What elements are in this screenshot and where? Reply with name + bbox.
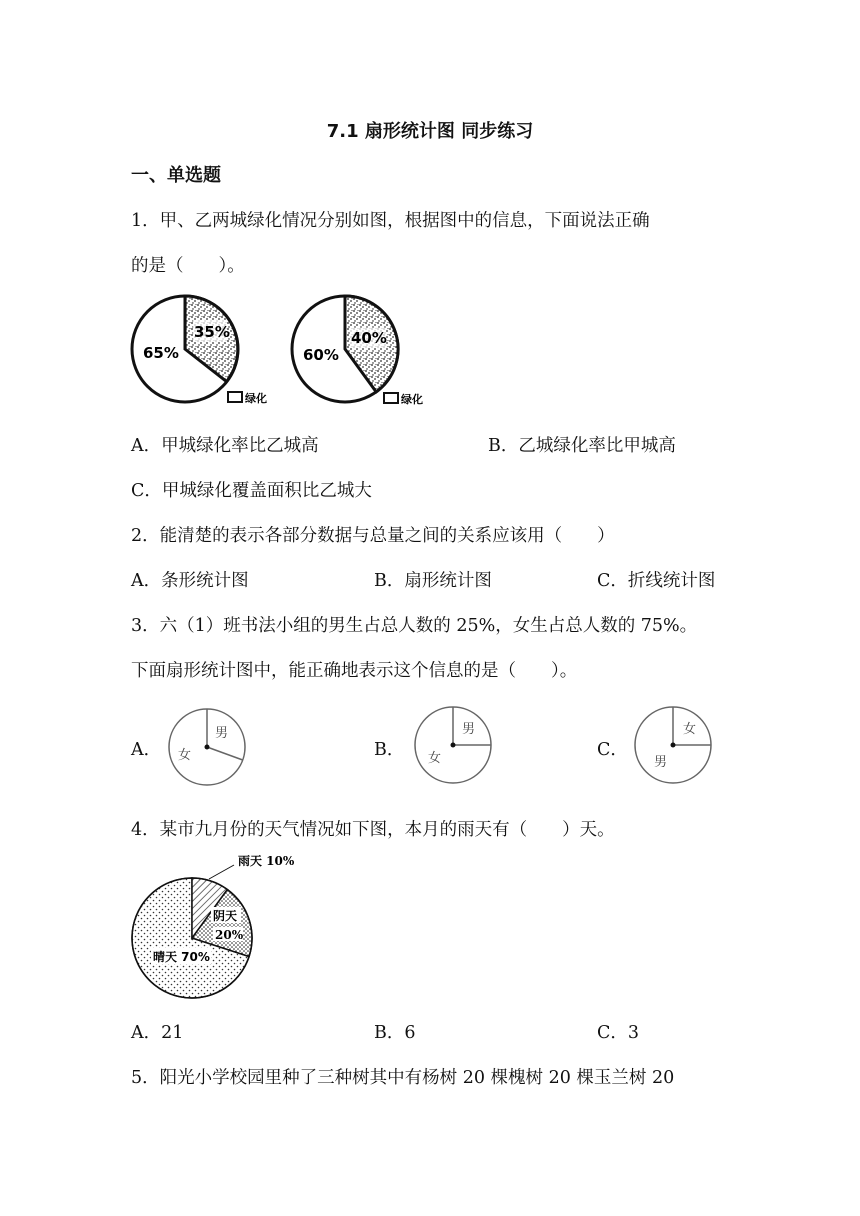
legend-swatch-b <box>384 393 398 403</box>
q3-option-c-label[interactable]: C． <box>597 740 628 760</box>
legend-label-b: 绿化 <box>401 393 423 406</box>
q1-option-b[interactable]: B．乙城绿化率比甲城高 <box>488 436 676 456</box>
q2-option-a[interactable]: A．条形统计图 <box>131 571 249 591</box>
cloudy-name-label: 阴天 <box>213 909 238 923</box>
pie-b-green-label: 40% <box>351 329 387 347</box>
q3-option-b-pie[interactable] <box>412 704 494 786</box>
q3-option-a-pie[interactable] <box>166 706 248 788</box>
q4-option-a[interactable]: A．21 <box>131 1023 184 1043</box>
q2-option-b[interactable]: B．扇形统计图 <box>374 571 492 591</box>
q4-option-b[interactable]: B．6 <box>374 1023 416 1043</box>
question-3-text-line1: 3．六（1）班书法小组的男生占总人数的 25%，女生占总人数的 75%。 <box>131 616 698 636</box>
section-heading: 一、单选题 <box>131 165 221 186</box>
question-2-text: 2．能清楚的表示各部分数据与总量之间的关系应该用（ ） <box>131 526 615 546</box>
legend-swatch-a <box>228 392 242 402</box>
question-1-text-line2: 的是（ ）。 <box>131 256 245 276</box>
cloudy-pct-label: 20% <box>215 928 244 942</box>
q4-option-c[interactable]: C．3 <box>597 1023 640 1043</box>
page-title: 7.1 扇形统计图 同步练习 <box>326 121 534 142</box>
q1-option-c[interactable]: C．甲城绿化覆盖面积比乙城大 <box>131 481 372 501</box>
q3-option-b-label[interactable]: B． <box>374 740 405 760</box>
rain-label: 雨天 10% <box>238 854 295 868</box>
q1-option-a[interactable]: A．甲城绿化率比乙城高 <box>131 436 319 456</box>
q3-option-c-pie[interactable] <box>632 704 714 786</box>
q3-a-small-label: 男 <box>215 726 229 741</box>
pie-a-other-label: 65% <box>143 344 179 362</box>
q3-c-large-label: 男 <box>654 755 668 770</box>
q3-option-a-label[interactable]: A． <box>131 740 162 760</box>
q3-a-large-label: 女 <box>178 748 192 763</box>
question-4-text: 4．某市九月份的天气情况如下图，本月的雨天有（ ）天。 <box>131 820 615 840</box>
sunny-label: 晴天 70% <box>153 950 210 964</box>
question-3-text-line2: 下面扇形统计图中，能正确地表示这个信息的是（ ）。 <box>131 661 578 681</box>
q3-b-small-label: 男 <box>462 722 476 737</box>
pie-city-b <box>292 296 423 406</box>
q3-b-large-label: 女 <box>428 751 442 766</box>
question-1-figure <box>125 292 455 412</box>
question-5-text: 5．阳光小学校园里种了三种树其中有杨树 20 棵槐树 20 棵玉兰树 20 <box>131 1068 675 1088</box>
q3-c-small-label: 女 <box>683 722 697 737</box>
question-1-text-line1: 1．甲、乙两城绿化情况分别如图，根据图中的信息，下面说法正确 <box>131 211 650 231</box>
legend-label-a: 绿化 <box>245 392 267 405</box>
pie-city-a <box>132 296 267 405</box>
q2-option-c[interactable]: C．折线统计图 <box>597 571 716 591</box>
q4-weather-pie-chart <box>125 848 315 1008</box>
pie-b-other-label: 60% <box>303 346 339 364</box>
pie-a-green-label: 35% <box>194 323 230 341</box>
